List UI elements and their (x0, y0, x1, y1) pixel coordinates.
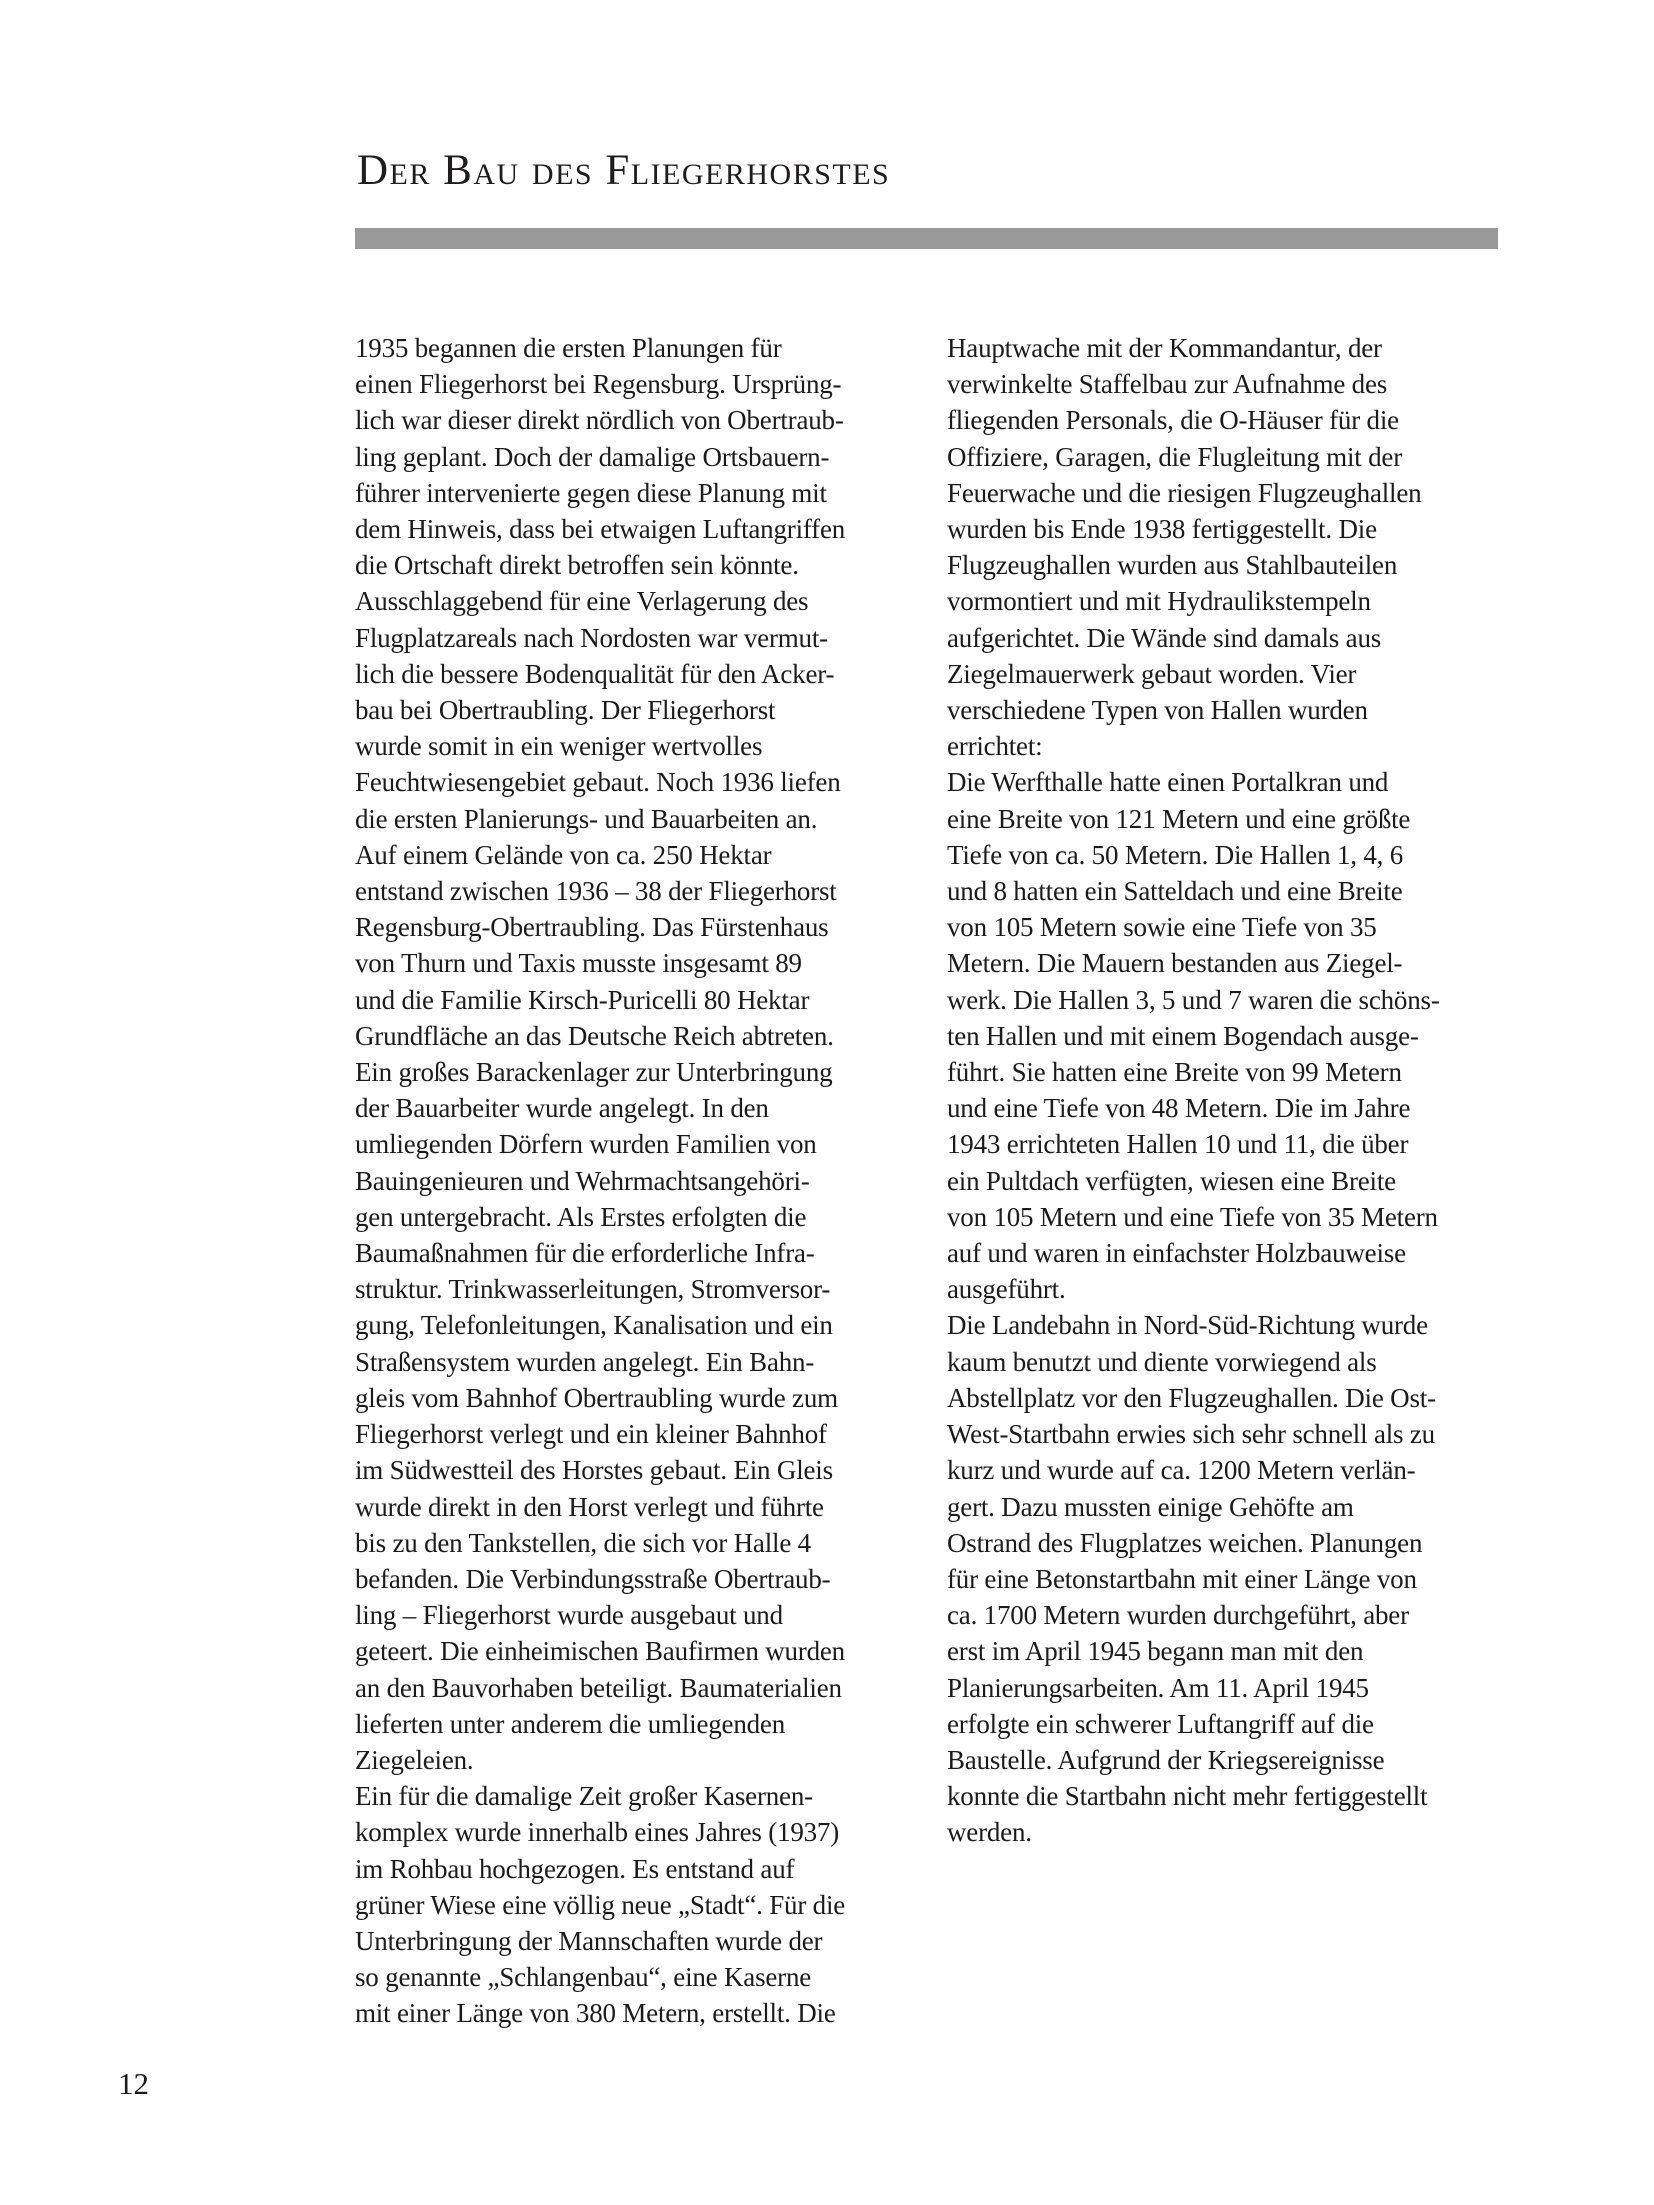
text-line: an den Bauvorhaben beteiligt. Baumaterialien (355, 1672, 842, 1703)
text-line: Ostrand des Flugplatzes weichen. Planungen (947, 1527, 1423, 1558)
text-line: führer intervenierte gegen diese Planung mit (355, 477, 827, 508)
text-line: im Südwestteil des Horstes gebaut. Ein Gleis (355, 1455, 833, 1486)
text-line: erfolgte ein schwerer Luftangriff auf die (947, 1708, 1374, 1739)
text-line: Die Werfthalle hatte einen Portalkran und (947, 767, 1389, 798)
text-line: fliegenden Personals, die O-Häuser für die (947, 405, 1399, 436)
text-column-right (947, 330, 1517, 1851)
text-line: verschiedene Typen von Hallen wurden (947, 695, 1368, 726)
text-line: lich war dieser direkt nördlich von Obertraub- (355, 405, 844, 436)
text-line: der Bauarbeiter wurde angelegt. In den (355, 1093, 769, 1124)
text-line: struktur. Trinkwasserleitungen, Stromversor- (355, 1274, 831, 1305)
page-number: 12 (118, 2066, 149, 2101)
text-line: Grundfläche an das Deutsche Reich abtreten. (355, 1020, 834, 1051)
text-line: ein Pultdach verfügten, wiesen eine Breite (947, 1165, 1396, 1196)
text-line: Unterbringung der Mannschaften wurde der (355, 1925, 823, 1956)
text-line: 1935 begannen die ersten Planungen für (355, 333, 782, 363)
text-line: ca. 1700 Metern wurden durchgeführt, aber (947, 1600, 1409, 1631)
text-line: bis zu den Tankstellen, die sich vor Halle 4 (355, 1527, 811, 1558)
text-line: die ersten Planierungs- und Bauarbeiten an. (355, 803, 818, 834)
text-line: und die Familie Kirsch-Puricelli 80 Hektar (355, 984, 810, 1015)
text-line: und eine Tiefe von 48 Metern. Die im Jahre (947, 1093, 1411, 1124)
text-column-left (355, 330, 925, 2032)
text-line: Flugplatzareals nach Nordosten war vermut- (355, 622, 828, 653)
text-line: von 105 Metern und eine Tiefe von 35 Metern (947, 1201, 1438, 1232)
text-line: dem Hinweis, dass bei etwaigen Luftangriffen (355, 514, 846, 545)
text-line: Fliegerhorst verlegt und ein kleiner Bahnhof (355, 1419, 827, 1450)
text-line: entstand zwischen 1936 – 38 der Fliegerhorst (355, 876, 837, 907)
text-line: errichtet: (947, 731, 1043, 762)
text-line: Planierungsarbeiten. Am 11. April 1945 (947, 1672, 1369, 1703)
page-title: Der Bau des Fliegerhorstes (357, 147, 891, 194)
title-rule (355, 228, 1498, 249)
text-line: führt. Sie hatten eine Breite von 99 Metern (947, 1057, 1402, 1088)
text-line: geteert. Die einheimischen Baufirmen wurden (355, 1636, 845, 1667)
text-line: Flugzeughallen wurden aus Stahlbauteilen (947, 550, 1398, 581)
text-line: kurz und wurde auf ca. 1200 Metern verlän- (947, 1455, 1416, 1486)
text-line: einen Fliegerhorst bei Regensburg. Ursprüng- (355, 369, 842, 400)
text-line: aufgerichtet. Die Wände sind damals aus (947, 622, 1382, 653)
text-line: Feuerwache und die riesigen Flugzeughallen (947, 477, 1422, 508)
text-line: Abstellplatz vor den Flugzeughallen. Die Ost- (947, 1382, 1436, 1413)
text-line: Ausschlaggebend für eine Verlagerung des (355, 586, 809, 617)
text-line: werden. (947, 1817, 1032, 1848)
text-line: im Rohbau hochgezogen. Es entstand auf (355, 1853, 795, 1884)
text-line: Offiziere, Garagen, die Flugleitung mit der (947, 441, 1403, 472)
text-line: vormontiert und mit Hydraulikstempeln (947, 586, 1371, 617)
text-line: und 8 hatten ein Satteldach und eine Breite (947, 876, 1403, 907)
text-line: gert. Dazu mussten einige Gehöfte am (947, 1491, 1354, 1522)
text-line: Ein für die damalige Zeit großer Kasernen- (355, 1781, 813, 1812)
text-line: Straßensystem wurden angelegt. Ein Bahn- (355, 1346, 815, 1377)
text-line: ling geplant. Doch der damalige Ortsbauern- (355, 441, 830, 472)
text-line: Bauingenieuren und Wehrmachtsangehöri- (355, 1165, 810, 1196)
text-line: Baumaßnahmen für die erforderliche Infra- (355, 1238, 815, 1269)
text-line: Die Landebahn in Nord-Süd-Richtung wurde (947, 1310, 1428, 1341)
text-line: lieferten unter anderem die umliegenden (355, 1708, 786, 1739)
text-line: 1943 errichteten Hallen 10 und 11, die über (947, 1129, 1409, 1160)
text-line: gung, Telefonleitungen, Kanalisation und ein (355, 1310, 833, 1341)
text-line: komplex wurde innerhalb eines Jahres (1937) (355, 1817, 840, 1848)
text-line: kaum benutzt und diente vorwiegend als (947, 1346, 1377, 1377)
text-line: gleis vom Bahnhof Obertraubling wurde zum (355, 1382, 838, 1413)
text-line: auf und waren in einfachster Holzbauweise (947, 1238, 1406, 1269)
text-line: bau bei Obertraubling. Der Fliegerhorst (355, 695, 776, 726)
text-line: die Ortschaft direkt betroffen sein könnte. (355, 550, 799, 581)
text-line: von Thurn und Taxis musste insgesamt 89 (355, 948, 802, 979)
text-line: Hauptwache mit der Kommandantur, der (947, 333, 1382, 363)
text-line: Metern. Die Mauern bestanden aus Ziegel- (947, 948, 1403, 979)
text-line: wurden bis Ende 1938 fertiggestellt. Die (947, 514, 1377, 545)
text-line: grüner Wiese eine völlig neue „Stadt“. Für die (355, 1889, 846, 1920)
text-line: lich die bessere Bodenqualität für den Acker- (355, 658, 835, 689)
text-line: wurde somit in ein weniger wertvolles (355, 731, 763, 762)
text-line: befanden. Die Verbindungsstraße Obertraub- (355, 1563, 831, 1594)
text-line: Baustelle. Aufgrund der Kriegsereignisse (947, 1744, 1385, 1775)
text-line: Ein großes Barackenlager zur Unterbringung (355, 1057, 833, 1088)
text-line: umliegenden Dörfern wurden Familien von (355, 1129, 817, 1160)
text-line: Tiefe von ca. 50 Metern. Die Hallen 1, 4, 6 (947, 839, 1404, 870)
text-line: konnte die Startbahn nicht mehr fertiggestellt (947, 1781, 1428, 1812)
text-line: ten Hallen und mit einem Bogendach ausge- (947, 1020, 1419, 1051)
text-line: Feuchtwiesengebiet gebaut. Noch 1936 liefen (355, 767, 841, 798)
text-line: verwinkelte Staffelbau zur Aufnahme des (947, 369, 1388, 400)
text-line: ausgeführt. (947, 1274, 1066, 1305)
text-line: mit einer Länge von 380 Metern, erstellt. Die (355, 1998, 836, 2029)
text-line: Ziegelmauerwerk gebaut worden. Vier (947, 658, 1357, 689)
text-line: eine Breite von 121 Metern und eine größte (947, 803, 1411, 834)
text-line: erst im April 1945 begann man mit den (947, 1636, 1364, 1667)
text-line: gen untergebracht. Als Erstes erfolgten die (355, 1201, 807, 1232)
text-line: für eine Betonstartbahn mit einer Länge von (947, 1563, 1417, 1594)
text-line: Regensburg-Obertraubling. Das Fürstenhaus (355, 912, 829, 943)
text-line: so genannte „Schlangenbau“, eine Kaserne (355, 1962, 812, 1993)
text-line: West-Startbahn erwies sich sehr schnell als zu (947, 1419, 1435, 1450)
text-line: von 105 Metern sowie eine Tiefe von 35 (947, 912, 1377, 943)
text-line: Ziegeleien. (355, 1744, 474, 1775)
text-line: Auf einem Gelände von ca. 250 Hektar (355, 839, 772, 870)
text-line: wurde direkt in den Horst verlegt und führte (355, 1491, 824, 1522)
text-line: ling – Fliegerhorst wurde ausgebaut und (355, 1600, 783, 1631)
text-line: werk. Die Hallen 3, 5 und 7 waren die schöns- (947, 984, 1440, 1015)
